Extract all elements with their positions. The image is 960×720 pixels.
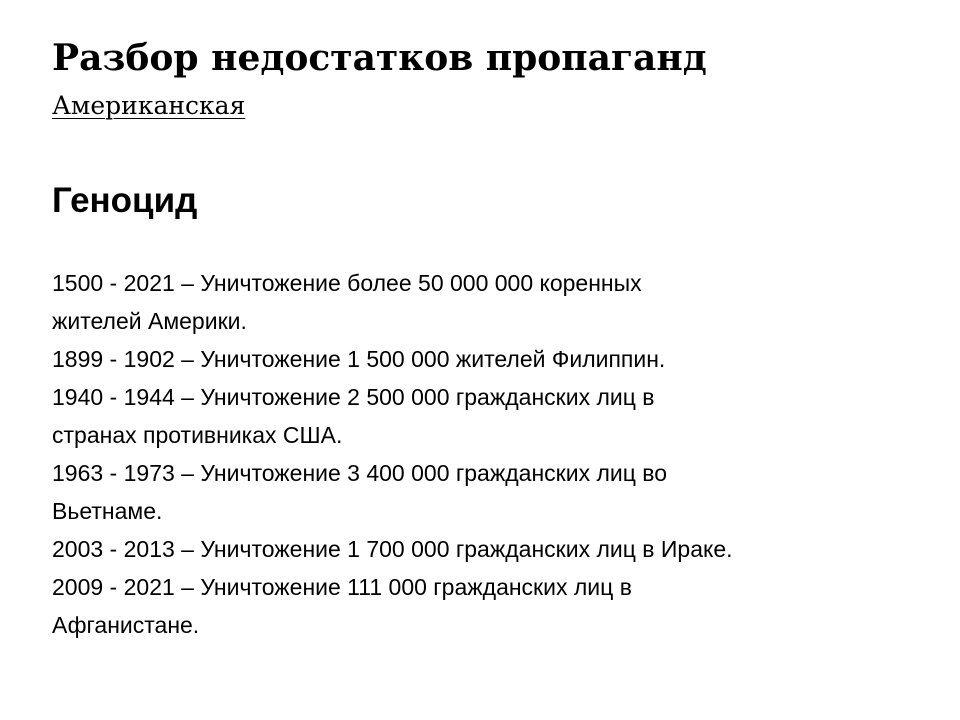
event-line: 1940 - 1944 – Уничтожение 2 500 000 гражданских лиц в xyxy=(52,384,655,410)
section-heading: Геноцид xyxy=(52,181,198,220)
event-line: жителей Америки. xyxy=(52,308,247,334)
event-line: 2003 - 2013 – Уничтожение 1 700 000 гражданских лиц в Ираке. xyxy=(52,536,733,562)
event-line: 1963 - 1973 – Уничтожение 3 400 000 гражданских лиц во xyxy=(52,460,668,486)
slide-subtitle: Американская xyxy=(52,91,246,120)
event-line: Вьетнаме. xyxy=(52,498,163,524)
event-item xyxy=(52,378,932,454)
event-item xyxy=(52,530,932,568)
event-line: странах противниках США. xyxy=(52,422,343,448)
event-item xyxy=(52,454,932,530)
slide-title: Разбор недостатков пропаганд xyxy=(52,37,707,79)
event-line: 2009 - 2021 – Уничтожение 111 000 гражданских лиц в xyxy=(52,574,632,600)
event-line: 1899 - 1902 – Уничтожение 1 500 000 жителей Филиппин. xyxy=(52,346,666,372)
event-item xyxy=(52,264,932,340)
event-list xyxy=(52,264,932,644)
event-item xyxy=(52,340,932,378)
event-line: Афганистане. xyxy=(52,612,200,638)
event-item xyxy=(52,568,932,644)
event-line: 1500 - 2021 – Уничтожение более 50 000 000 коренных xyxy=(52,270,642,296)
